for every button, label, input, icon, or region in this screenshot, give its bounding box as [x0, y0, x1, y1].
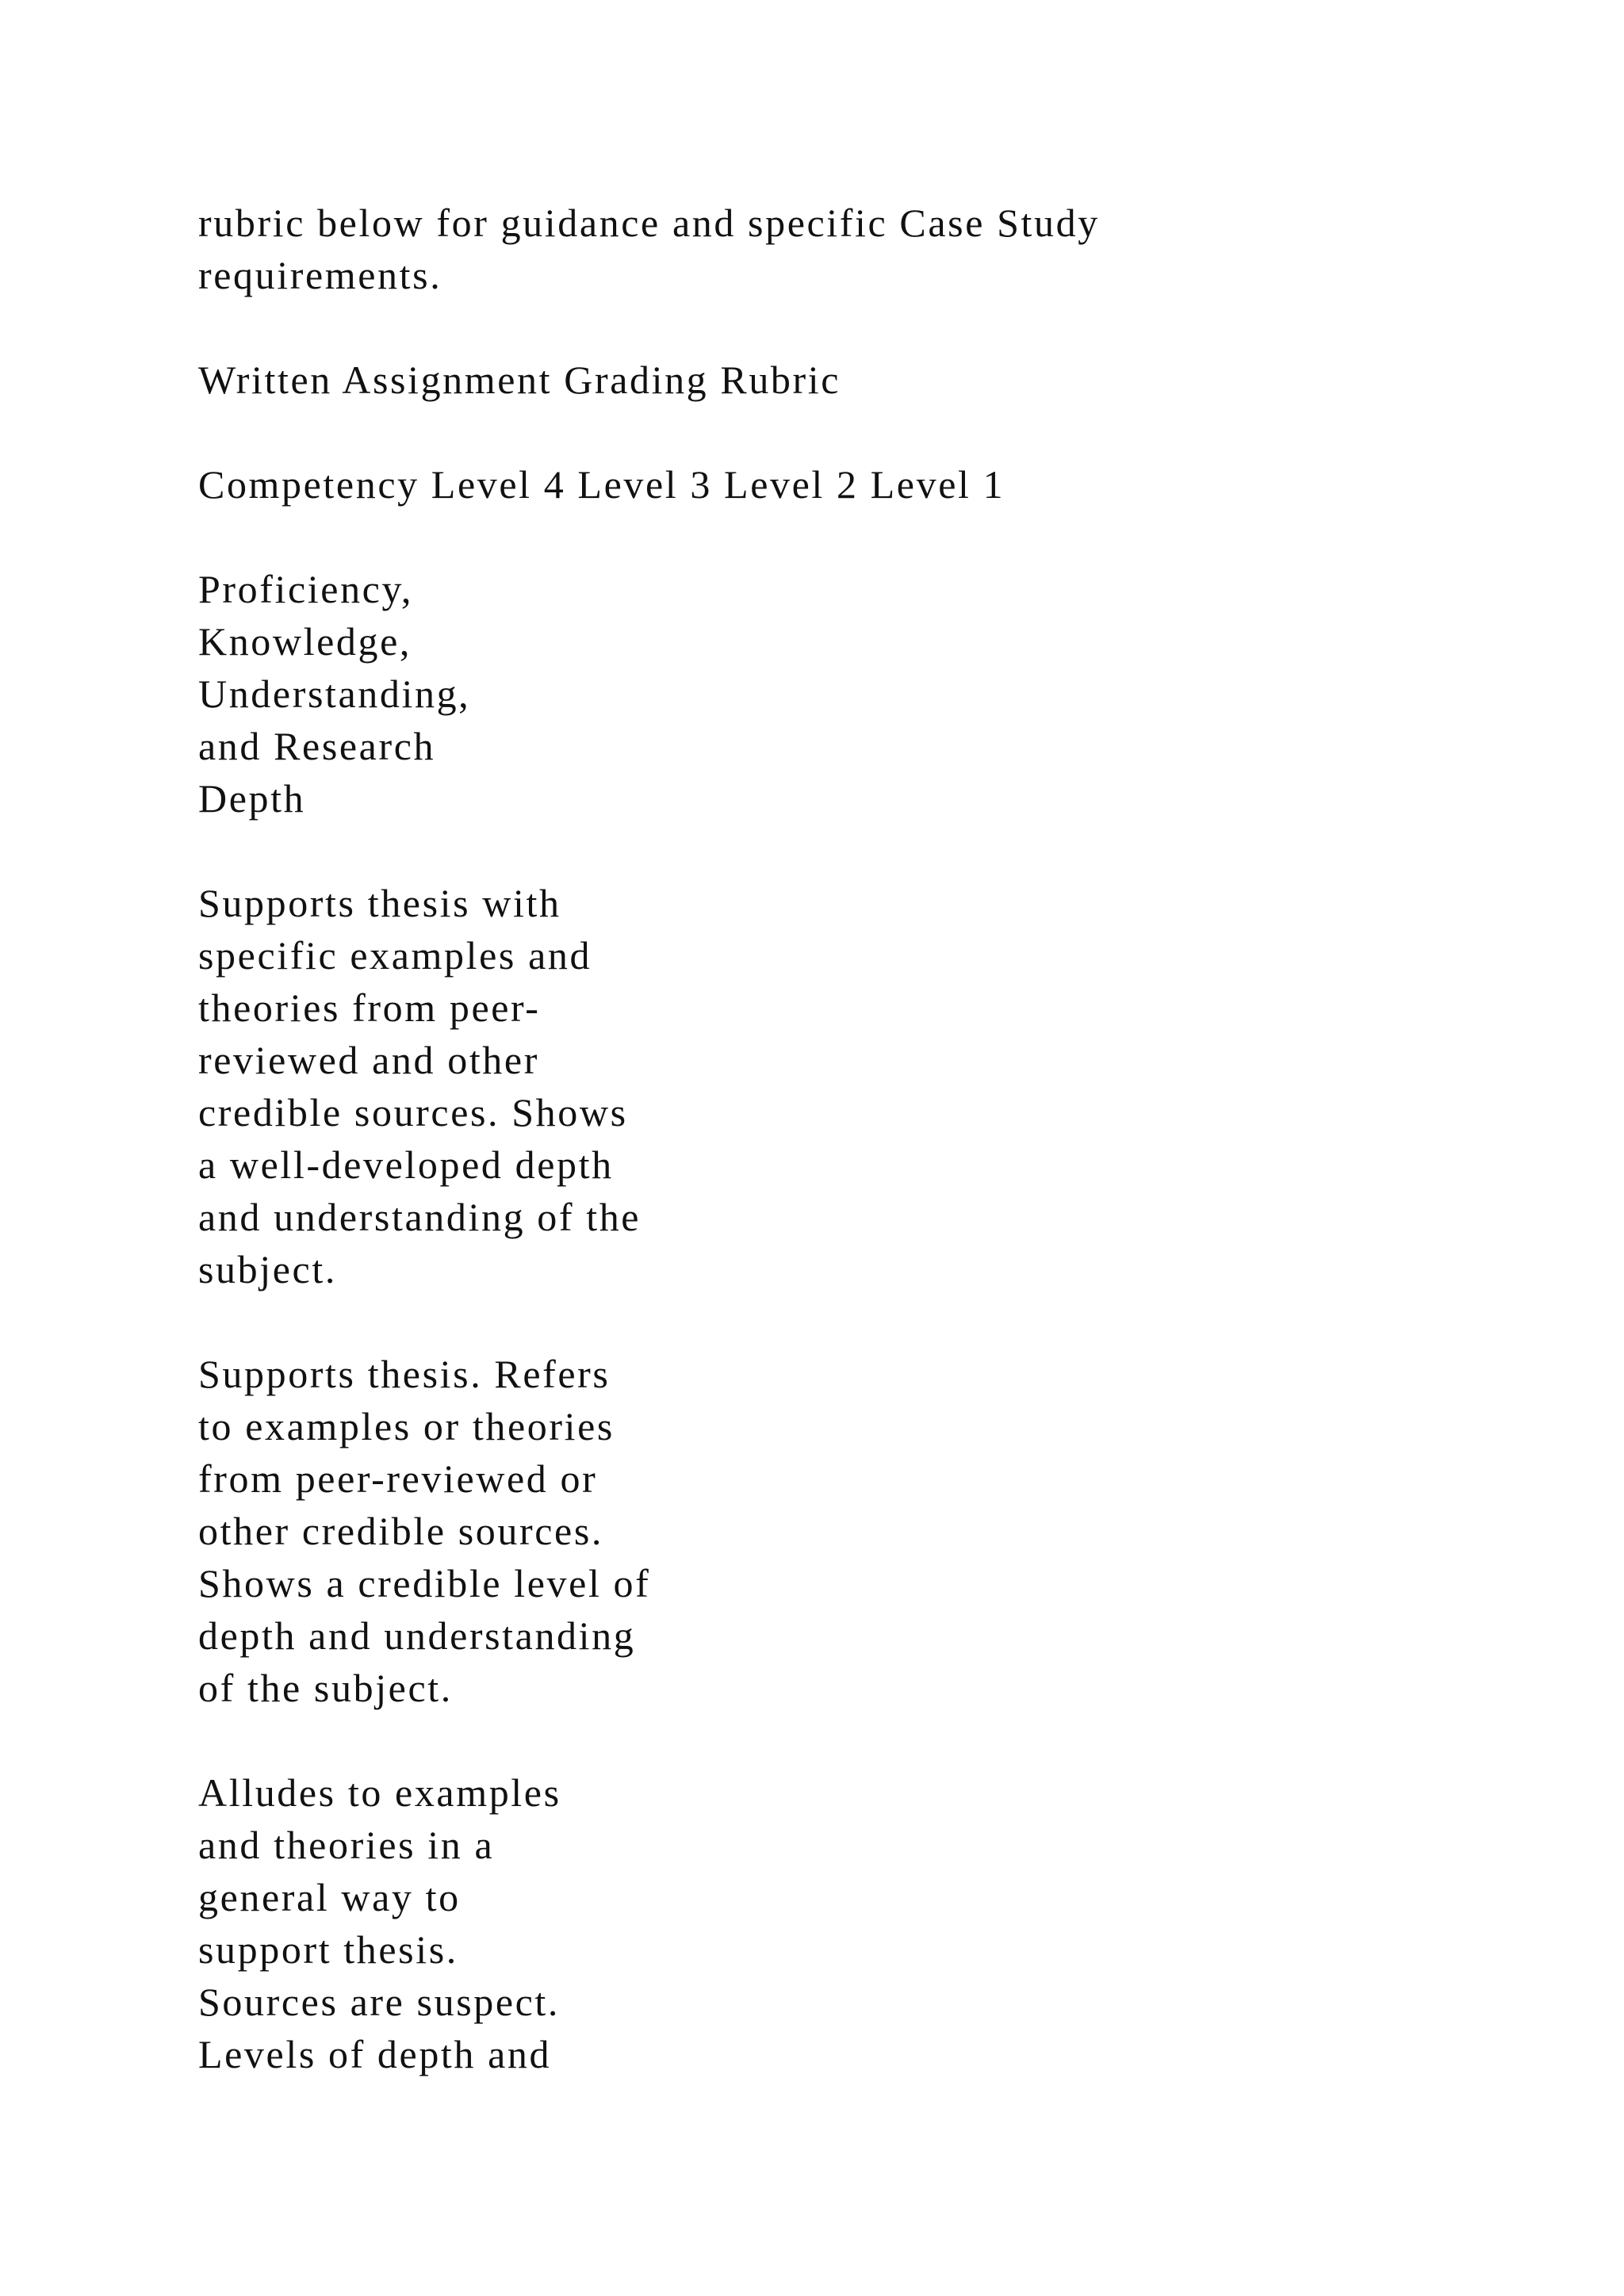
- intro-paragraph: [198, 197, 1467, 301]
- text-line: Written Assignment Grading Rubric: [198, 358, 841, 402]
- rubric-header-row: [198, 458, 1467, 511]
- text-line: Alludes to examples: [198, 1770, 561, 1815]
- text-line: a well-developed depth: [198, 1142, 614, 1187]
- text-line: subject.: [198, 1247, 337, 1292]
- text-line: requirements.: [198, 253, 442, 297]
- rubric-title: [198, 354, 1467, 406]
- text-line: and Research: [198, 724, 436, 768]
- document-body: [198, 197, 1467, 2133]
- text-line: Levels of depth and: [198, 2032, 552, 2076]
- text-line: Knowledge,: [198, 619, 412, 664]
- text-line: Sources are suspect.: [198, 1980, 561, 2024]
- text-line: reviewed and other: [198, 1038, 539, 1082]
- text-line: credible sources. Shows: [198, 1090, 628, 1135]
- text-line: depth and understanding: [198, 1613, 636, 1658]
- text-line: Understanding,: [198, 672, 471, 716]
- text-line: from peer-reviewed or: [198, 1456, 598, 1501]
- text-line: of the subject.: [198, 1666, 453, 1710]
- text-line: to examples or theories: [198, 1404, 615, 1448]
- text-line: Depth: [198, 776, 306, 821]
- level-3-description: [198, 1348, 1467, 1714]
- competency-name: [198, 563, 1467, 825]
- text-line: theories from peer-: [198, 985, 541, 1030]
- level-4-description: [198, 877, 1467, 1295]
- text-line: general way to: [198, 1875, 461, 1919]
- text-line: Shows a credible level of: [198, 1561, 651, 1605]
- text-line: Competency Level 4 Level 3 Level 2 Level 1: [198, 462, 1005, 507]
- text-line: specific examples and: [198, 933, 592, 978]
- level-2-description: [198, 1766, 1467, 2080]
- text-line: support thesis.: [198, 1927, 458, 1972]
- text-line: other credible sources.: [198, 1509, 603, 1553]
- text-line: and theories in a: [198, 1823, 495, 1867]
- text-line: Proficiency,: [198, 567, 413, 611]
- text-line: rubric below for guidance and specific Case Study: [198, 201, 1100, 245]
- text-line: and understanding of the: [198, 1195, 642, 1239]
- text-line: Supports thesis with: [198, 881, 561, 925]
- text-line: Supports thesis. Refers: [198, 1352, 611, 1396]
